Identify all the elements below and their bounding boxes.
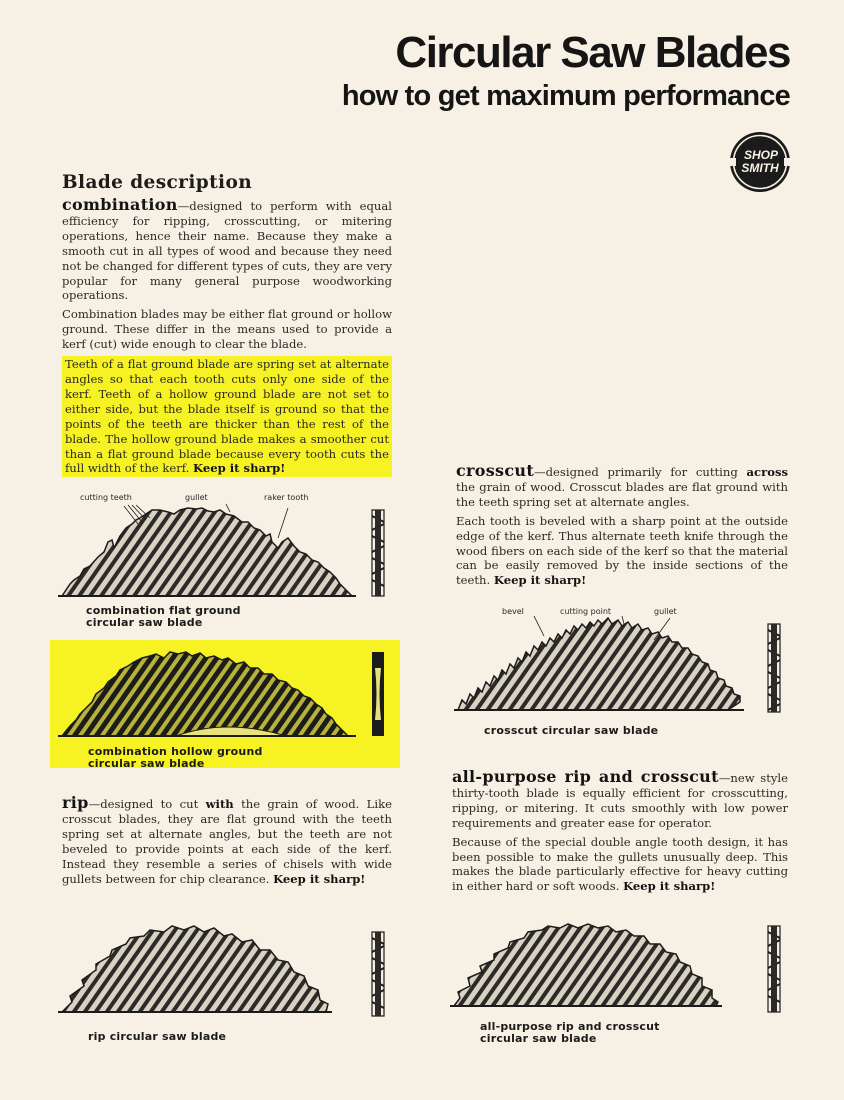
crosscut-text-2: Each tooth is beveled with a sharp point at the outside edge of the kerf. Thus alternate teeth knife through the wood fibers on each side of the kerf so that the material can be easily removed by the inside sections of the teeth.	[456, 513, 788, 588]
combination-section	[62, 195, 392, 481]
rip-paragraph	[62, 793, 392, 886]
combination-paragraph-1	[62, 195, 392, 303]
allpurpose-text-2: Because of the special double angle tooth design, it has been possible to make the gullets unusually deep. This makes the blade particularly effective for heavy cutting in either hard or soft woods.	[452, 834, 788, 894]
shopsmith-logo-icon	[728, 130, 792, 194]
crosscut-text-b: the grain of wood. Crosscut blades are flat ground with the teeth spring set at alternate angles.	[456, 479, 788, 509]
combination-text-3: Teeth of a flat ground blade are spring set at alternate angles so that each tooth cuts only one side of the kerf. Teeth of a hollow ground blade are not set to either side, but the blade itself is ground so that the points of the teeth are thicker than the rest of the blade. The hollow ground blade makes a smoother cut than a flat ground blade because every tooth cuts the full width of the kerf.	[65, 357, 389, 476]
label-gullet: gullet	[185, 493, 208, 502]
logo-text-bottom: SMITH	[741, 161, 779, 175]
combination-hollow-caption-line-1: combination hollow ground	[88, 745, 263, 758]
page-title: Circular Saw Blades	[395, 28, 790, 77]
flat-blade-tooth-profile	[372, 510, 384, 596]
rip-with: with	[205, 797, 234, 811]
crosscut-term: crosscut	[456, 461, 535, 480]
hollow-blade-tooth-profile	[372, 652, 384, 736]
combination-flat-blade-diagram	[56, 500, 396, 602]
section-heading: Blade description	[62, 172, 253, 193]
label-raker-tooth: raker tooth	[264, 493, 309, 502]
combination-highlight-paragraph	[62, 356, 392, 477]
combination-keep-sharp: Keep it sharp!	[193, 461, 286, 476]
crosscut-across: across	[746, 465, 788, 479]
allpurpose-keep-sharp: Keep it sharp!	[623, 879, 716, 894]
rip-term: rip	[62, 793, 89, 812]
combination-text-1: —designed to perform with equal efficiency for ripping, crosscutting, or mitering operations, hence their name. Because they make a smooth cut in all types of wood and because they need not be changed for different types of cuts, they are very popular for many general purpose woodworking operations.	[62, 199, 392, 303]
page-subtitle: how to get maximum performance	[341, 80, 790, 112]
rip-text-a: —designed to cut	[88, 797, 206, 811]
allpurpose-caption	[480, 1021, 660, 1045]
rip-keep-sharp: Keep it sharp!	[273, 871, 366, 886]
allpurpose-blade-diagram	[450, 922, 790, 1016]
crosscut-section	[456, 461, 788, 592]
crosscut-blade-tooth-profile	[768, 624, 780, 712]
crosscut-text-a: —designed primarily for cutting	[534, 465, 747, 479]
allpurpose-caption-line-1: all-purpose rip and crosscut	[480, 1020, 660, 1033]
combination-hollow-blade-diagram	[56, 648, 396, 742]
logo-text-top: SHOP	[743, 148, 779, 162]
allpurpose-section	[452, 767, 788, 898]
crosscut-paragraph-1	[456, 461, 788, 510]
label-cutting-point: cutting point	[560, 607, 612, 616]
crosscut-paragraph-2	[456, 514, 788, 589]
combination-term: combination	[62, 195, 178, 214]
rip-blade-diagram	[56, 924, 396, 1022]
label-cutting-teeth: cutting teeth	[80, 493, 132, 502]
crosscut-caption: crosscut circular saw blade	[484, 724, 659, 737]
combination-hollow-caption	[88, 746, 263, 770]
rip-blade-tooth-profile	[372, 932, 384, 1016]
combination-flat-caption	[86, 605, 241, 629]
allpurpose-caption-line-2: circular saw blade	[480, 1032, 597, 1045]
rip-text-b: the grain of wood. Like crosscut blades, they are flat ground with the teeth spring set at alternate angles, but the teeth are not beveled to provide points at each side of the kerf. Instead they resemble a series of chisels with wide gullets between for chip clearance.	[62, 797, 392, 886]
combination-flat-caption-line-2: circular saw blade	[86, 616, 203, 629]
allpurpose-paragraph-1	[452, 767, 788, 831]
label-bevel: bevel	[502, 607, 524, 616]
label-crosscut-gullet: gullet	[654, 607, 677, 616]
rip-section	[62, 793, 392, 890]
allpurpose-paragraph-2	[452, 835, 788, 895]
crosscut-keep-sharp: Keep it sharp!	[493, 573, 587, 588]
allpurpose-text-1: —new style thirty-tooth blade is equally efficient for crosscutting, ripping, or mitering. It cuts smoothly with low power requirements and greater ease for operator.	[452, 771, 788, 830]
combination-hollow-caption-line-2: circular saw blade	[88, 757, 205, 770]
allpurpose-blade-tooth-profile	[768, 926, 780, 1012]
crosscut-blade-diagram	[452, 616, 792, 716]
combination-paragraph-2: Combination blades may be either flat ground or hollow ground. These differ in the means used to provide a kerf (cut) wide enough to clear the blade.	[62, 307, 392, 352]
rip-caption: rip circular saw blade	[88, 1030, 227, 1043]
combination-flat-caption-line-1: combination flat ground	[86, 604, 241, 617]
allpurpose-term: all-purpose rip and crosscut	[452, 767, 719, 786]
